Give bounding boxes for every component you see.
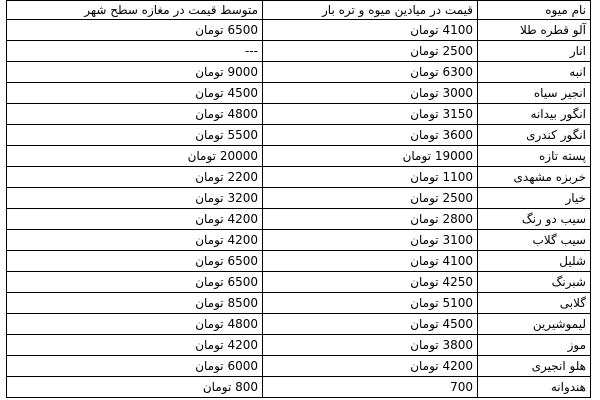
market-price-cell: 2800 تومان xyxy=(263,209,478,230)
shop-price-cell: 5500 تومان xyxy=(7,125,263,146)
header-row xyxy=(7,1,591,20)
market-price-cell: 2500 تومان xyxy=(263,41,478,62)
market-price-cell: 4500 تومان xyxy=(263,314,478,335)
shop-price-cell: 4800 تومان xyxy=(7,314,263,335)
table-row xyxy=(7,41,591,62)
shop-price-cell: 4200 تومان xyxy=(7,335,263,356)
table-row xyxy=(7,125,591,146)
shop-price-cell: 4500 تومان xyxy=(7,83,263,104)
table-row xyxy=(7,272,591,293)
market-price-cell: 700 xyxy=(263,377,478,398)
market-price-cell: 3150 تومان xyxy=(263,104,478,125)
fruit-name-cell: انار xyxy=(478,41,591,62)
table-row xyxy=(7,62,591,83)
fruit-name-cell: شبرنگ xyxy=(478,272,591,293)
table-row xyxy=(7,188,591,209)
market-price-cell: 4100 تومان xyxy=(263,251,478,272)
fruit-name-cell: انگور بیدانه xyxy=(478,104,591,125)
shop-price-cell: 6500 تومان xyxy=(7,251,263,272)
fruit-name-cell: شلیل xyxy=(478,251,591,272)
market-price-cell: 6300 تومان xyxy=(263,62,478,83)
table-row xyxy=(7,209,591,230)
shop-price-cell: 6500 تومان xyxy=(7,272,263,293)
shop-price-cell: 4800 تومان xyxy=(7,104,263,125)
shop-price-cell: 8500 تومان xyxy=(7,293,263,314)
shop-price-cell: 9000 تومان xyxy=(7,62,263,83)
market-price-cell: 3100 تومان xyxy=(263,230,478,251)
table-row xyxy=(7,230,591,251)
table-row xyxy=(7,335,591,356)
fruit-name-cell: هندوانه xyxy=(478,377,591,398)
header-shop-price: متوسط قیمت در مغازه سطح شهر xyxy=(7,1,263,20)
market-price-cell: 19000 تومان xyxy=(263,146,478,167)
table-row xyxy=(7,146,591,167)
market-price-cell: 3800 تومان xyxy=(263,335,478,356)
market-price-cell: 3600 تومان xyxy=(263,125,478,146)
market-price-cell: 4250 تومان xyxy=(263,272,478,293)
shop-price-cell: 20000 تومان xyxy=(7,146,263,167)
shop-price-cell: --- xyxy=(7,41,263,62)
header-market-price: قیمت در میادین میوه و تره بار xyxy=(263,1,478,20)
fruit-name-cell: انبه xyxy=(478,62,591,83)
table-row xyxy=(7,251,591,272)
table-row xyxy=(7,104,591,125)
fruit-name-cell: خربزه مشهدی xyxy=(478,167,591,188)
table-row xyxy=(7,83,591,104)
market-price-cell: 3000 تومان xyxy=(263,83,478,104)
market-price-cell: 4100 تومان xyxy=(263,20,478,41)
market-price-cell: 5100 تومان xyxy=(263,293,478,314)
table-row xyxy=(7,167,591,188)
shop-price-cell: 6000 تومان xyxy=(7,356,263,377)
fruit-name-cell: آلو قطره طلا xyxy=(478,20,591,41)
price-table xyxy=(6,0,591,398)
fruit-name-cell: سیب گلاب xyxy=(478,230,591,251)
fruit-name-cell: سیب دو رنگ xyxy=(478,209,591,230)
shop-price-cell: 6500 تومان xyxy=(7,20,263,41)
fruit-name-cell: انگور کندری xyxy=(478,125,591,146)
fruit-name-cell: موز xyxy=(478,335,591,356)
table-row xyxy=(7,20,591,41)
shop-price-cell: 3200 تومان xyxy=(7,188,263,209)
shop-price-cell: 2200 تومان xyxy=(7,167,263,188)
market-price-cell: 1100 تومان xyxy=(263,167,478,188)
table-row xyxy=(7,314,591,335)
shop-price-cell: 800 تومان xyxy=(7,377,263,398)
market-price-cell: 2500 تومان xyxy=(263,188,478,209)
fruit-name-cell: هلو انجیری xyxy=(478,356,591,377)
fruit-name-cell: لیموشیرین xyxy=(478,314,591,335)
fruit-name-cell: خیار xyxy=(478,188,591,209)
shop-price-cell: 4200 تومان xyxy=(7,230,263,251)
shop-price-cell: 4200 تومان xyxy=(7,209,263,230)
table-row xyxy=(7,377,591,398)
table-body xyxy=(7,20,591,398)
table-row xyxy=(7,293,591,314)
header-fruit-name: نام میوه xyxy=(478,1,591,20)
fruit-name-cell: انجیر سیاه xyxy=(478,83,591,104)
fruit-name-cell: گلابی xyxy=(478,293,591,314)
fruit-name-cell: پسته تازه xyxy=(478,146,591,167)
table-row xyxy=(7,356,591,377)
market-price-cell: 4200 تومان xyxy=(263,356,478,377)
